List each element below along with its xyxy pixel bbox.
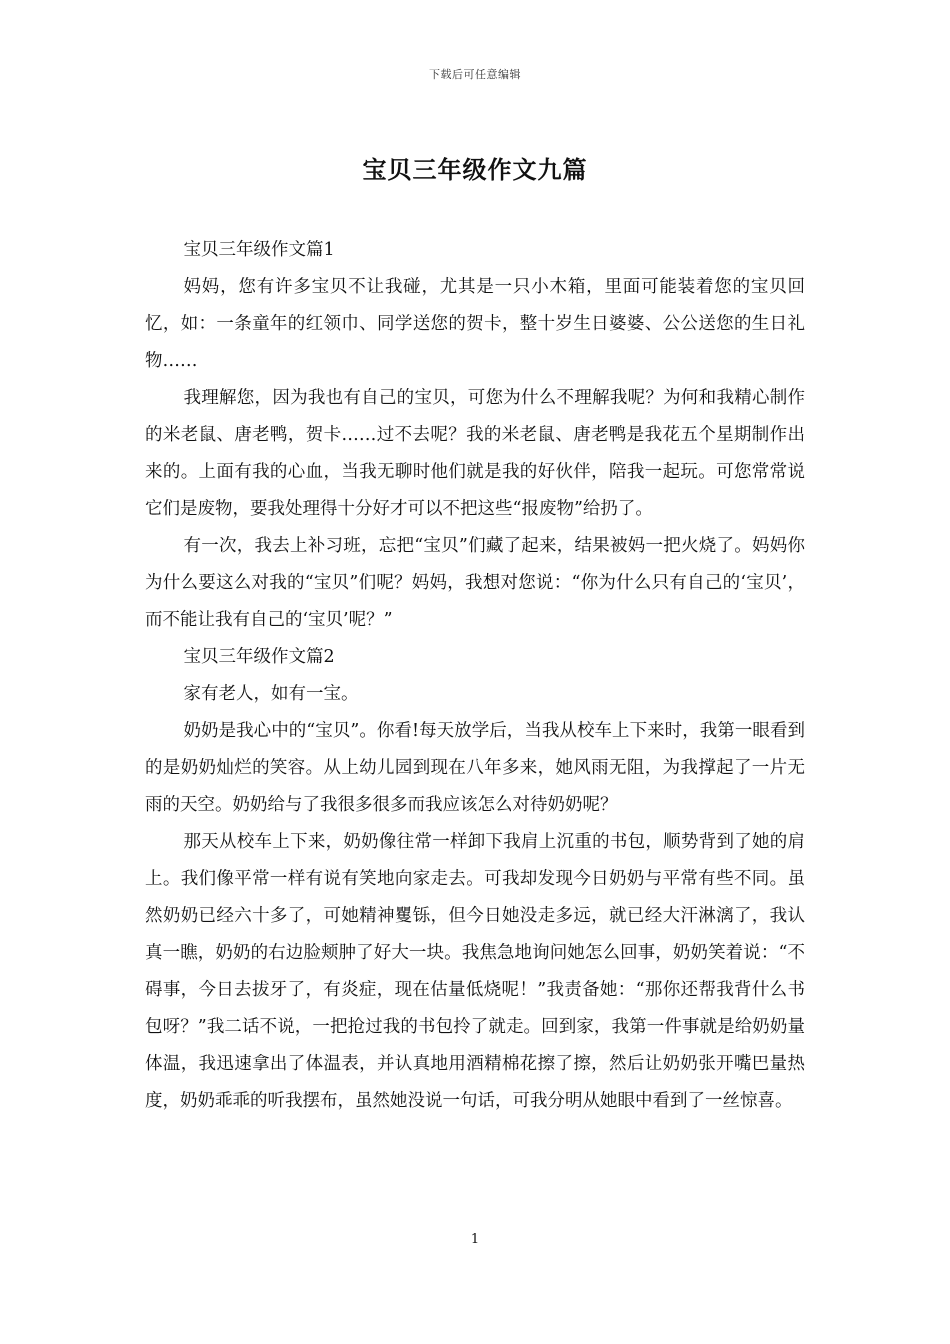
section-heading-1: 宝贝三年级作文篇1 <box>183 240 335 260</box>
body-paragraph: 家有老人，如有一宝。 <box>183 684 359 704</box>
document-title: 宝贝三年级作文九篇 <box>362 155 588 184</box>
section-heading-2: 宝贝三年级作文篇2 <box>183 647 335 667</box>
body-paragraph: 有一次，我去上补习班，忘把“宝贝”们藏了起来，结果被妈一把火烧了。妈妈你为什么要这么对我的“宝贝”们呢？妈妈，我想对您说：“你为什么只有自己的‘宝贝’，而不能让我有自己的‘宝贝’呢？” <box>145 536 805 630</box>
body-paragraph: 奶奶是我心中的“宝贝”。你看!每天放学后，当我从校车上下来时，我第一眼看到的是奶奶灿烂的笑容。从上幼儿园到现在八年多来，她风雨无阻，为我撑起了一片无雨的天空。奶奶给与了我很多很多而我应该怎么对待奶奶呢？ <box>145 721 805 815</box>
page-header-note: 下载后可任意编辑 <box>429 68 521 81</box>
page-number: 1 <box>470 1232 480 1247</box>
body-paragraph: 我理解您，因为我也有自己的宝贝，可您为什么不理解我呢？为何和我精心制作的米老鼠、唐老鸭，贺卡……过不去呢？我的米老鼠、唐老鸭是我花五个星期制作出来的。上面有我的心血，当我无聊时他们就是我的好伙伴，陪我一起玩。可您常常说它们是废物，要我处理得十分好才可以不把这些“报废物”给扔了。 <box>145 388 805 519</box>
document-body <box>145 232 805 1120</box>
body-paragraph: 那天从校车上下来，奶奶像往常一样卸下我肩上沉重的书包，顺势背到了她的肩上。我们像平常一样有说有笑地向家走去。可我却发现今日奶奶与平常有些不同。虽然奶奶已经六十多了，可她精神矍铄，但今日她没走多远，就已经大汗淋漓了，我认真一瞧，奶奶的右边脸颊肿了好大一块。我焦急地询问她怎么回事，奶奶笑着说：“不碍事，今日去拔牙了，有炎症，现在估量低烧呢！”我责备她：“那你还帮我背什么书包呀？”我二话不说，一把抢过我的书包拎了就走。回到家，我第一件事就是给奶奶量体温，我迅速拿出了体温表，并认真地用酒精棉花擦了擦，然后让奶奶张开嘴巴量热度，奶奶乖乖的听我摆布，虽然她没说一句话，可我分明从她眼中看到了一丝惊喜。 <box>145 832 805 1111</box>
body-paragraph: 妈妈，您有许多宝贝不让我碰，尤其是一只小木箱，里面可能装着您的宝贝回忆，如：一条童年的红领巾、同学送您的贺卡，整十岁生日婆婆、公公送您的生日礼物…… <box>145 277 805 371</box>
